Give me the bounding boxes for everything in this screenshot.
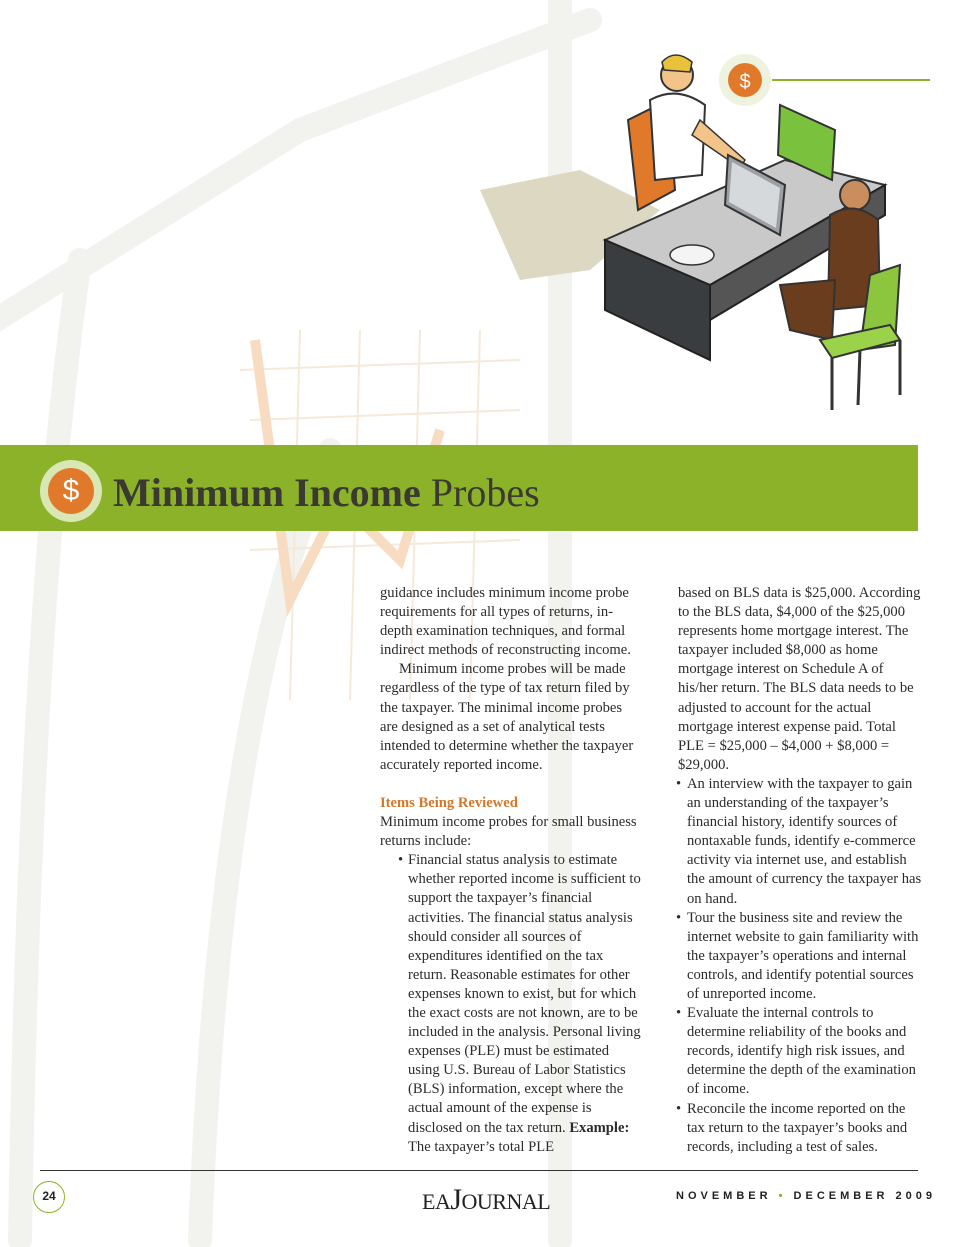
issue-month-start: NOVEMBER [676,1190,772,1202]
list-item: • Reconcile the income reported on the tax return to the taxpayer’s books and records, including a test of sales. [678,1100,922,1157]
logo-ea: EA [422,1189,451,1214]
logo-j: J [450,1183,462,1216]
list-item [380,851,642,1157]
page-number: 24 [33,1181,65,1213]
ea-journal-logo [422,1183,550,1217]
issue-month-end: DECEMBER 2009 [793,1190,937,1202]
list-item: • Tour the business site and review the internet website to gain familiarity with the taxpayer’s operations and internal controls, and identify potential sources of unreported income. [678,909,922,1004]
title-regular-part: Probes [420,470,540,515]
taxpayer-interview-illustration [460,40,940,420]
footer-divider [40,1170,918,1171]
dollar-coin-icon: $ [48,468,94,514]
title-bold-part: Minimum Income [113,470,421,515]
bullet-list [678,775,922,1157]
paragraph: Minimum income probes will be made regardless of the type of tax return filed by the taxpayer. The minimal income probes are designed as a set of analytical tests intended to determine whether the taxpayer accurately reported income. [380,661,634,773]
bullet-list [380,851,642,1157]
list-item-text: Financial status analysis to estimate whether reported income is sufficient to support the taxpayer’s financial activities. The financial status analysis should consider all sources of expenditures identified on the tax return. Reasonable estimates for other expenses known to exist, but for which the exact costs are not known, are to be included in the analysis. Personal living expenses (PLE) must be estimated using U.S. Bureau of Labor Statistics (BLS) information, except where the actual amount of the expense is disclosed on the tax return. [408,852,641,1136]
illustration-coin-symbol: $ [739,71,751,93]
section-subheading: Items Being Reviewed [380,794,518,811]
paragraph: guidance includes minimum income probe requirements for all types of returns, in-depth examination techniques, and formal indirect methods of reconstructing income. [380,585,631,659]
example-text: The taxpayer’s total PLE [408,1138,555,1155]
paragraph: Minimum income probes for small business returns include: [380,814,637,850]
right-text-column [678,584,922,1157]
example-label: Example: [569,1119,630,1136]
list-item: • Evaluate the internal controls to determine reliability of the books and records, identify high risk issues, and determine the depth of the examination of income. [678,1004,922,1099]
logo-rest: OURNAL [461,1189,551,1214]
list-item: • An interview with the taxpayer to gain an understanding of the taxpayer’s financial history, identify sources of nontaxable funds, identify e-commerce activity via internet use, and establish the amount of currency the taxpayer has on hand. [678,775,922,909]
issue-date [676,1190,936,1202]
issue-separator: • [778,1190,787,1202]
paragraph: based on BLS data is $25,000. According to the BLS data, $4,000 of the $25,000 represents home mortgage interest. The taxpayer included $8,000 as home mortgage interest on Schedule A of his/her return. The BLS data needs to be adjusted to account for the actual mortgage interest expense paid. Total PLE = $25,000 – $4,000 + $8,000 = $29,000. [678,585,921,773]
page-title [113,468,540,518]
left-text-column [380,584,642,1157]
